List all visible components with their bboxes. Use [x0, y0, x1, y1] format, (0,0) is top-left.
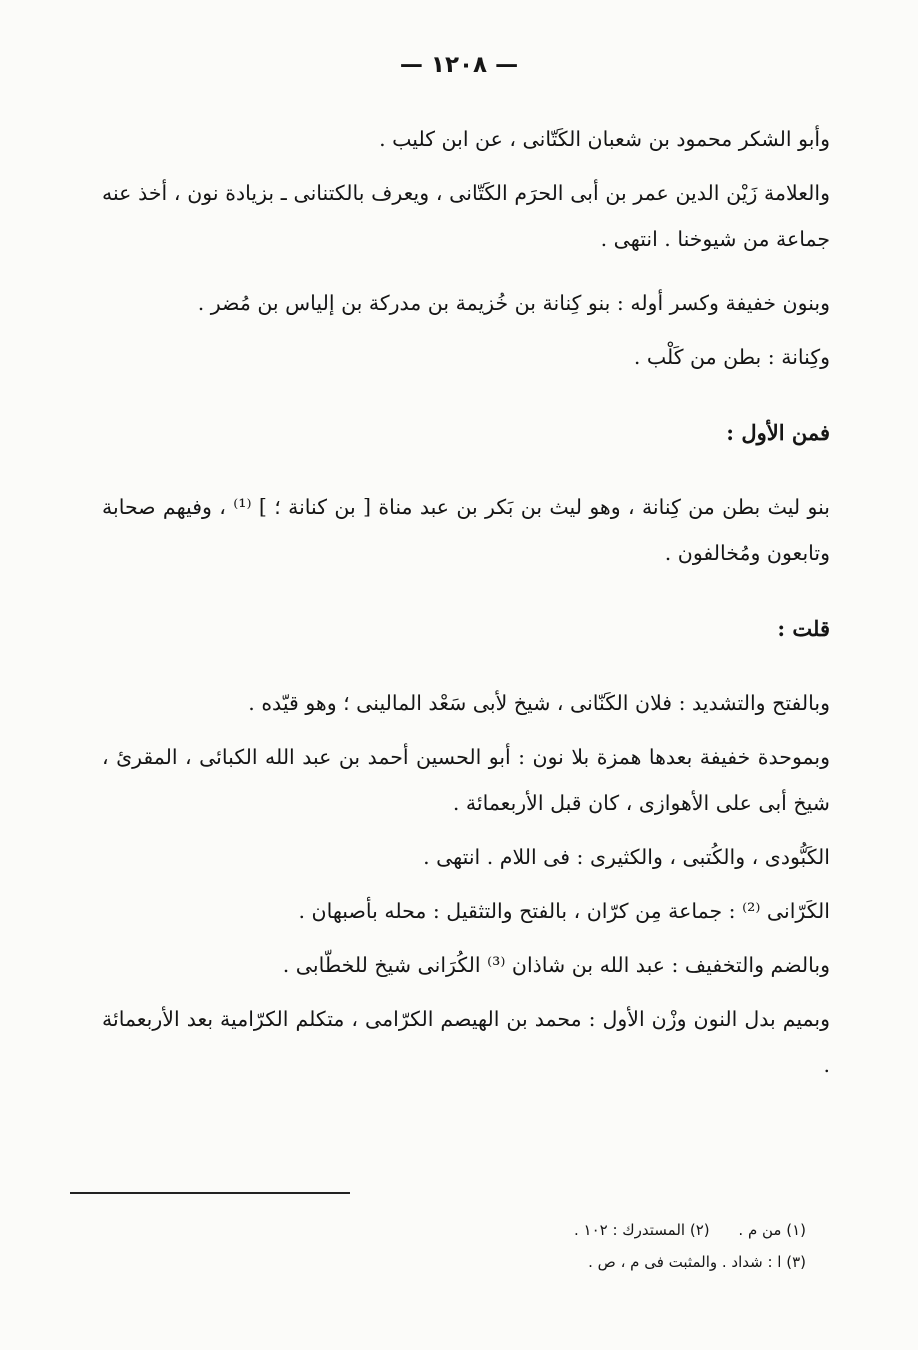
footnotes [206, 1214, 806, 1278]
main-text [102, 116, 830, 1096]
section-heading: قلت : [777, 616, 830, 641]
footnote-line [206, 1214, 806, 1246]
paragraph: وبالفتح والتشديد : فلان الكَنّانى ، شيخ لأبى سَعْد المالينى ؛ وهو قيّده . [248, 691, 830, 715]
paragraph: بنو ليث بطن من كِنانة ، وهو ليث بن بَكر بن عبد مناة [ بن كنانة ؛ ] ⁽¹⁾ ، وفيهم صحابة وتابعون ومُخالفون . [102, 495, 830, 565]
paragraph: وبميم بدل النون وزْن الأول : محمد بن الهيصم الكرّامى ، متكلم الكرّامية بعد الأربعمائة . [102, 1007, 830, 1077]
paragraph: وبموحدة خفيفة بعدها همزة بلا نون : أبو الحسين أحمد بن عبد الله الكبائى ، المقرئ ، شيخ أبى على الأهوازى ، كان قبل الأربعمائة . [102, 745, 830, 815]
paragraph: والعلامة زَيْن الدين عمر بن أبى الحرَم الكَتّانى ، ويعرف بالكتنانى ـ بزيادة نون ، أخذ عنه جماعة من شيوخنا . انتهى . [102, 181, 830, 251]
page-number: — ١٢٠٨ — [399, 52, 519, 78]
paragraph: وبالضم والتخفيف : عبد الله بن شاذان ⁽³⁾ الكُرَانى شيخ للخطّابى . [282, 953, 830, 977]
paragraph: الكَرّانى ⁽²⁾ : جماعة مِن كرّان ، بالفتح والتثقيل : محله بأصبهان . [298, 899, 830, 923]
footnote-3: (٣) ا : شداد . والمثبت فى م ، ص . [588, 1253, 806, 1271]
paragraph: وكِنانة : بطن من كَلْب . [633, 345, 830, 369]
footnote-2: (٢) المستدرك : ١٠٢ . [573, 1221, 710, 1239]
section-heading: فمن الأول : [726, 420, 830, 445]
footnote-1: (١) من م . [738, 1221, 806, 1239]
paragraph: وأبو الشكر محمود بن شعبان الكَتّانى ، عن ابن كليب . [379, 127, 830, 151]
footnote-line [206, 1246, 806, 1278]
footnote-divider [70, 1192, 350, 1194]
paragraph: وبنون خفيفة وكسر أوله : بنو كِنانة بن خُزيمة بن مدركة بن إلياس بن مُضر . [197, 291, 830, 315]
paragraph: الكَبُّودى ، والكُتبى ، والكثيرى : فى اللام . انتهى . [423, 845, 830, 869]
